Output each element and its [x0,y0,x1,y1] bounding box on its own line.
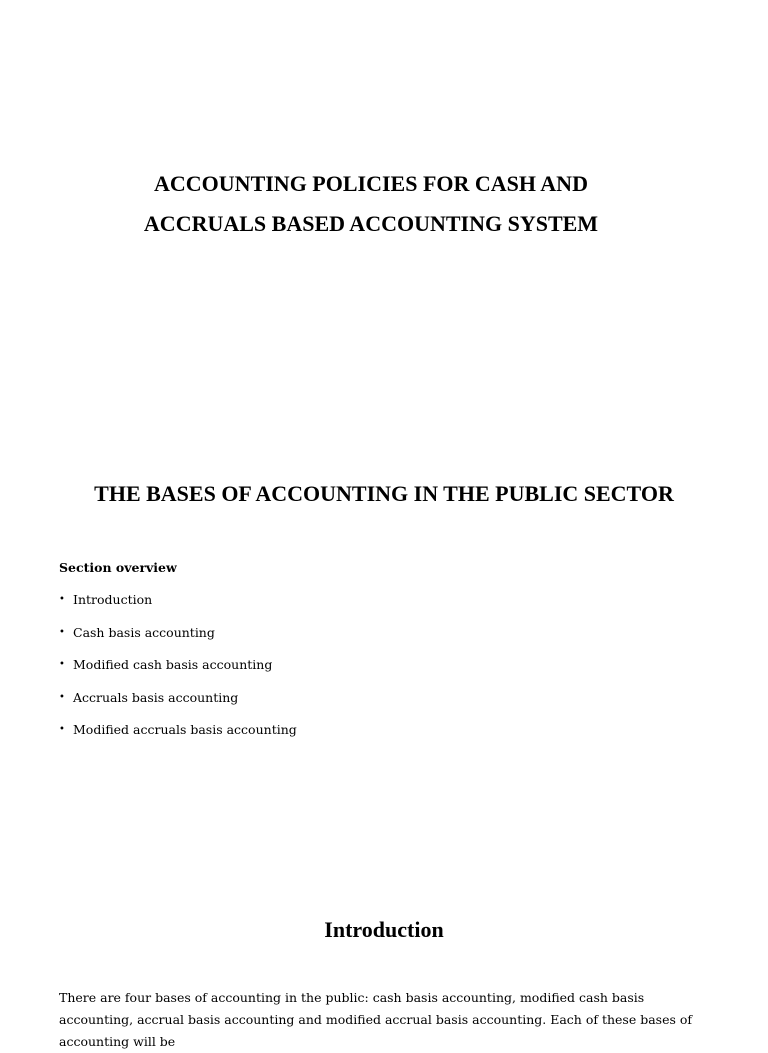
bullet-icon: • [59,659,65,670]
list-item-text: Accruals basis accounting [73,689,239,705]
document-title-line-2: ACCRUALS BASED ACCOUNTING SYSTEM [143,211,599,236]
list-item-text: Introduction [73,592,153,607]
section-heading: THE BASES OF ACCOUNTING IN THE PUBLIC SECTOR [94,481,674,506]
list-item-text: Modified accruals basis accounting [73,722,297,737]
introduction-heading: Introduction [324,917,444,942]
introduction-paragraph: There are four bases of accounting in the public: cash basis accounting, modified cash basis accounting, accrual basis accounting and modified accrual basis accounting. Each of these bases of accounting will be [59,990,693,1049]
list-item-text: Modified cash basis accounting [73,657,273,672]
document-title-line-1: ACCOUNTING POLICIES FOR CASH AND [154,171,588,196]
bullet-icon: • [59,594,65,605]
list-item-text: Cash basis accounting [73,624,215,640]
document-title [0,164,742,244]
bullet-icon: • [59,626,65,638]
bullet-icon: • [59,691,65,703]
bullet-icon: • [59,724,65,735]
section-overview-label: Section overview [59,560,177,575]
